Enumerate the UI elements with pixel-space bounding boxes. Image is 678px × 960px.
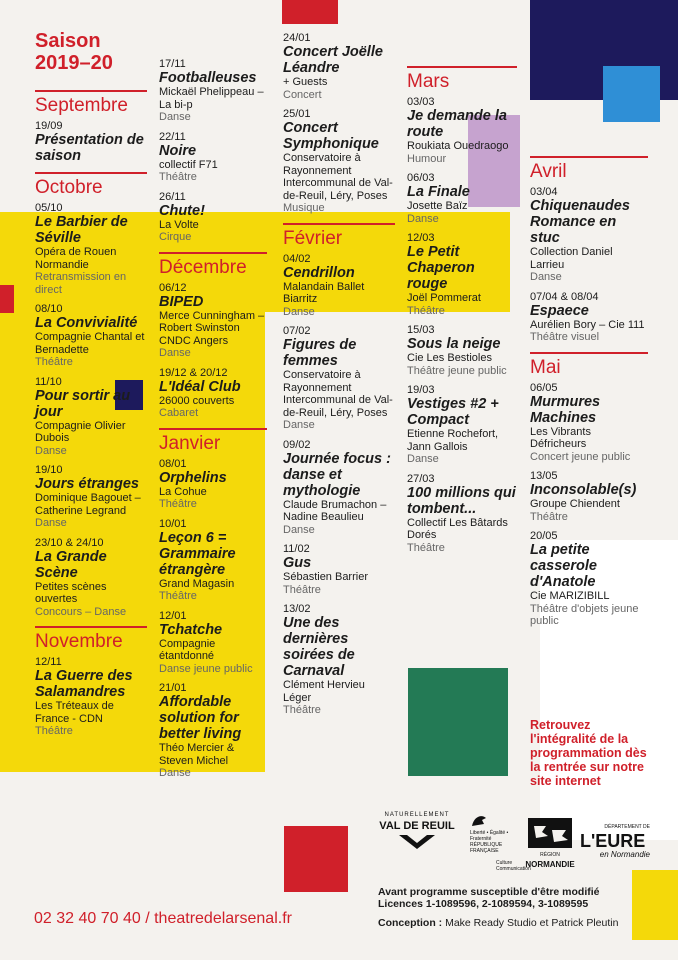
event-date: 04/02 (283, 252, 311, 265)
event-date: 06/05 (530, 381, 558, 394)
event (283, 543, 395, 596)
event (407, 473, 517, 555)
month-november: Novembre (35, 626, 147, 652)
season-header (35, 30, 113, 74)
event-genre: Théâtre (407, 304, 445, 317)
logo-region-normandie (525, 818, 575, 870)
event-date: 06/03 (407, 172, 435, 184)
event-title: Journée focus : danse et mythologie (283, 450, 391, 499)
event-genre: Théâtre (407, 541, 445, 554)
event (159, 682, 267, 780)
event-genre: Concert (283, 88, 322, 101)
event (159, 131, 267, 184)
yellow-square-bottom-right (632, 870, 678, 940)
event (159, 191, 267, 244)
event (35, 656, 147, 738)
marianne-icon (470, 812, 488, 828)
event (159, 282, 267, 360)
event-company: Les Vibrants Défricheurs (530, 425, 591, 450)
season-line2: 2019–20 (35, 52, 113, 74)
event (407, 232, 517, 317)
red-square-left (0, 285, 14, 313)
month-october: Octobre (35, 172, 147, 198)
event-title: Vestiges #2 + Compact (407, 396, 499, 428)
event-title: Jours étranges (35, 476, 139, 492)
event-title: 100 millions qui tombent... (407, 484, 516, 517)
red-square-bottom (284, 826, 348, 892)
event-company: Compagnie Chantal et Bernadette (35, 331, 145, 356)
event-company: Compagnie Olivier Dubois (35, 419, 126, 444)
event-title: Chute! (159, 202, 205, 219)
event-title: Présentation de saison (35, 132, 144, 164)
event (159, 58, 267, 124)
event-date: 12/11 (35, 656, 62, 668)
logo-val-de-reuil-small: NATURELLEMENT (384, 812, 450, 818)
event-genre: Retransmission en direct (35, 271, 127, 296)
event-genre: Théâtre (159, 498, 197, 510)
logo-region-text: NORMANDIE (525, 860, 575, 869)
event-genre: Théâtre (159, 171, 197, 183)
event-company: Dominique Bagouet – Catherine Legrand (35, 492, 141, 517)
logo-culture-text: Culture Communication (496, 860, 531, 872)
event (35, 202, 147, 296)
month-january: Janvier (159, 428, 267, 454)
event-date: 19/10 (35, 464, 63, 476)
event-date: 11/02 (283, 543, 310, 555)
season-line1: Saison (35, 30, 101, 52)
event (283, 439, 395, 537)
event-company: Roukiata Ouedraogo (407, 140, 509, 152)
event-date: 26/11 (159, 190, 186, 203)
event (35, 537, 147, 619)
event-company: + Guests (283, 76, 328, 88)
event (35, 303, 147, 369)
logo-republique-francaise (470, 812, 531, 872)
event-genre: Danse (283, 305, 315, 318)
val-de-reuil-mark-icon (397, 833, 437, 851)
event-date: 20/05 (530, 530, 558, 542)
event-title: La Convivialité (35, 315, 138, 331)
event-company: Compagnie étantdonné (159, 637, 216, 662)
event (283, 325, 395, 432)
event-date: 06/12 (159, 281, 187, 294)
event-date: 19/03 (407, 384, 435, 396)
event-title: La Grande Scène (35, 548, 107, 581)
event-date: 05/10 (35, 202, 63, 214)
event-title: La petite casserole d'Anatole (530, 542, 597, 590)
event-company: Conservatoire à Rayonnement Intercommunal de Val-de-Reuil, Léry, Poses (283, 152, 393, 202)
event (283, 253, 395, 319)
event-title: Une des dernières soirées de Carnaval (283, 615, 355, 679)
event-date: 08/10 (35, 303, 63, 315)
logo-val-de-reuil (378, 810, 456, 853)
footer-licences-line: Licences 1-1089596, 2-1089594, 3-1089595 (378, 898, 589, 910)
event-date: 13/02 (283, 603, 311, 615)
event-title: BIPED (159, 293, 204, 310)
event-genre: Danse (159, 347, 191, 359)
event-company: Collection Daniel Larrieu (530, 246, 613, 271)
event (159, 367, 267, 420)
logo-eure (580, 822, 650, 860)
event (530, 186, 648, 284)
event-genre: Théâtre jeune public (407, 364, 507, 377)
event-company: La Volte (159, 218, 199, 231)
month-december: Décembre (159, 252, 267, 278)
event-title: Leçon 6 = Grammaire étrangère (159, 529, 236, 578)
month-may: Mai (530, 352, 648, 378)
event (35, 464, 147, 530)
event-genre: Théâtre (283, 583, 321, 596)
month-march: Mars (407, 66, 517, 92)
event-title: Gus (283, 555, 312, 571)
event-date: 22/11 (159, 130, 186, 143)
event-date: 19/09 (35, 120, 63, 132)
event-company: La Cohue (159, 485, 207, 498)
event (407, 384, 517, 466)
event-date: 09/02 (283, 438, 311, 451)
footer-notice-line: Avant programme susceptible d'être modifié (378, 886, 600, 898)
event-date: 17/11 (159, 58, 186, 70)
event-date: 07/02 (283, 325, 311, 337)
event-title: Figures de femmes (283, 337, 357, 369)
column-5 (530, 148, 648, 635)
footer-notice (378, 886, 600, 910)
footer-conception (378, 917, 618, 929)
event-company: Clément Hervieu Léger (283, 679, 365, 704)
event-company: Conservatoire à Rayonnement Intercommunal de Val-de-Reuil, Léry, Poses (283, 369, 393, 419)
event-title: Sous la neige (407, 336, 501, 352)
event-genre: Danse (35, 517, 67, 529)
event-genre: Théâtre visuel (530, 331, 600, 343)
event-date: 15/03 (407, 324, 435, 336)
event-date: 12/03 (407, 232, 435, 244)
event (35, 376, 147, 458)
event-genre: Cirque (159, 231, 192, 243)
event-company: Mickaël Phelippeau – La bi-p (159, 86, 264, 111)
event-genre: Concert jeune public (530, 450, 631, 463)
event-genre: Théâtre (35, 725, 73, 737)
event-title: Tchatche (159, 621, 223, 638)
month-september: Septembre (35, 90, 147, 116)
event-date: 21/01 (159, 682, 187, 694)
event-title: Affordable solution for better living (159, 694, 242, 742)
event (35, 120, 147, 164)
event-company: Claude Brumachon – Nadine Beaulieu (283, 498, 387, 523)
event-company: Sébastien Barrier (283, 571, 368, 583)
logo-region-small: RÉGION (540, 852, 560, 858)
event-genre: Théâtre (35, 356, 73, 368)
event-date: 08/01 (159, 457, 187, 470)
event-company: Grand Magasin (159, 577, 235, 590)
event (530, 530, 648, 628)
event-genre: Théâtre (283, 704, 321, 716)
column-1 (35, 82, 147, 745)
event-date: 27/03 (407, 472, 435, 485)
event-company: Cie MARIZIBILL (530, 590, 610, 602)
logo-rf-text: Liberté • Égalité • Fraternité RÉPUBLIQUE FRANÇAISE (470, 830, 509, 854)
event (159, 610, 267, 676)
event-title: Je demande la route (407, 108, 507, 140)
event-title: Le Petit Chaperon rouge (407, 244, 475, 292)
event-company: Petites scènes ouvertes (35, 580, 107, 605)
event-genre: Théâtre (159, 590, 197, 602)
event (283, 32, 395, 101)
event-company: Malandain Ballet Biarritz (283, 280, 365, 305)
event-date: 24/01 (283, 32, 311, 44)
event (407, 324, 517, 377)
event-date: 12/01 (159, 609, 187, 622)
event-company: Aurélien Bory – Cie 111 (530, 318, 645, 331)
event-genre: Danse (159, 111, 191, 123)
logo-eure-sub: en Normandie (599, 850, 650, 859)
red-square-top (282, 0, 338, 24)
event-title: L'Idéal Club (159, 378, 241, 395)
event-date: 23/10 & 24/10 (35, 536, 104, 549)
event-company: Josette Baïz (407, 200, 468, 212)
event-genre: Concours – Danse (35, 605, 127, 618)
event-title: Chiquenaudes Romance en stuc (530, 198, 630, 246)
event-date: 25/01 (283, 108, 311, 120)
event-genre: Danse (283, 523, 315, 536)
event-company: Etienne Rochefort, Jann Gallois (407, 428, 499, 453)
blue-square (603, 66, 660, 122)
event (159, 458, 267, 511)
event-title: La Guerre des Salamandres (35, 668, 133, 700)
column-3 (283, 32, 395, 724)
phone-and-website[interactable]: 02 32 40 70 40 / theatredelarsenal.fr (34, 910, 292, 927)
logo-eure-text: L'EURE (580, 831, 646, 851)
event-company: Opéra de Rouen Normandie (35, 246, 117, 271)
event-genre: Danse (159, 767, 191, 779)
event-title: Inconsolable(s) (530, 482, 637, 498)
event (530, 470, 648, 523)
event-genre: Danse (407, 212, 439, 225)
event-title: Noire (159, 142, 197, 159)
event-company: Joël Pommerat (407, 292, 481, 304)
event (159, 518, 267, 603)
event-title: Le Barbier de Séville (35, 214, 128, 246)
event-date: 19/12 & 20/12 (159, 366, 228, 379)
event-company: Cie Les Bestioles (407, 352, 492, 364)
footer-conception-value: Make Ready Studio et Patrick Pleutin (445, 917, 619, 929)
event-title: Concert Symphonique (283, 120, 379, 152)
event-title: Orphelins (159, 469, 227, 486)
event-title: La Finale (407, 184, 470, 200)
footer-conception-label: Conception : (378, 917, 443, 929)
event-date: 13/05 (530, 470, 558, 482)
event-company: Groupe Chiendent (530, 498, 620, 510)
green-block (408, 668, 508, 776)
event-genre: Danse jeune public (159, 662, 253, 675)
event-genre: Danse (407, 453, 439, 465)
event (283, 603, 395, 717)
event-company: Théo Mercier & Steven Michel (159, 742, 235, 767)
event-company: 26000 couverts (159, 394, 235, 407)
event-title: Espaece (530, 302, 589, 319)
event-genre: Humour (407, 152, 447, 165)
month-february: Février (283, 223, 395, 249)
event-date: 03/04 (530, 186, 558, 198)
event-date: 11/10 (35, 375, 62, 388)
event (407, 172, 517, 225)
event-title: Cendrillon (283, 264, 355, 281)
event-company: Les Tréteaux de France - CDN (35, 700, 114, 725)
event-genre: Danse (530, 271, 562, 283)
month-april: Avril (530, 156, 648, 182)
event-genre: Danse (35, 444, 67, 457)
event-genre: Théâtre d'objets jeune public (530, 602, 639, 627)
event-genre: Théâtre (530, 510, 568, 523)
event (530, 382, 648, 464)
event-genre: Cabaret (159, 407, 199, 419)
event-title: Footballeuses (159, 70, 257, 86)
event (407, 96, 517, 165)
logo-eure-small: DÉPARTEMENT DE (604, 824, 650, 830)
event-date: 03/03 (407, 96, 435, 108)
event-company: collectif F71 (159, 158, 218, 171)
event-title: Concert Joëlle Léandre (283, 44, 383, 76)
normandy-lions-icon (528, 818, 572, 848)
event-title: Murmures Machines (530, 393, 601, 426)
event-company: Merce Cunningham – Robert Swinston CNDC Angers (159, 309, 265, 347)
event-company: Collectif Les Bâtards Dorés (407, 516, 508, 541)
event (283, 108, 395, 215)
event-date: 10/01 (159, 517, 187, 530)
event-genre: Danse (283, 419, 315, 431)
retrouvez-notice: Retrouvez l'intégralité de la programmation dès la rentrée sur notre site internet (530, 718, 647, 788)
event (530, 291, 648, 344)
column-4 (407, 58, 517, 561)
event-title: Pour sortir au jour (35, 387, 131, 420)
logo-val-de-reuil-text: VAL DE REUIL (379, 820, 455, 832)
event-date: 07/04 & 08/04 (530, 290, 599, 303)
column-2 (159, 58, 267, 787)
event-genre: Musique (283, 202, 325, 214)
